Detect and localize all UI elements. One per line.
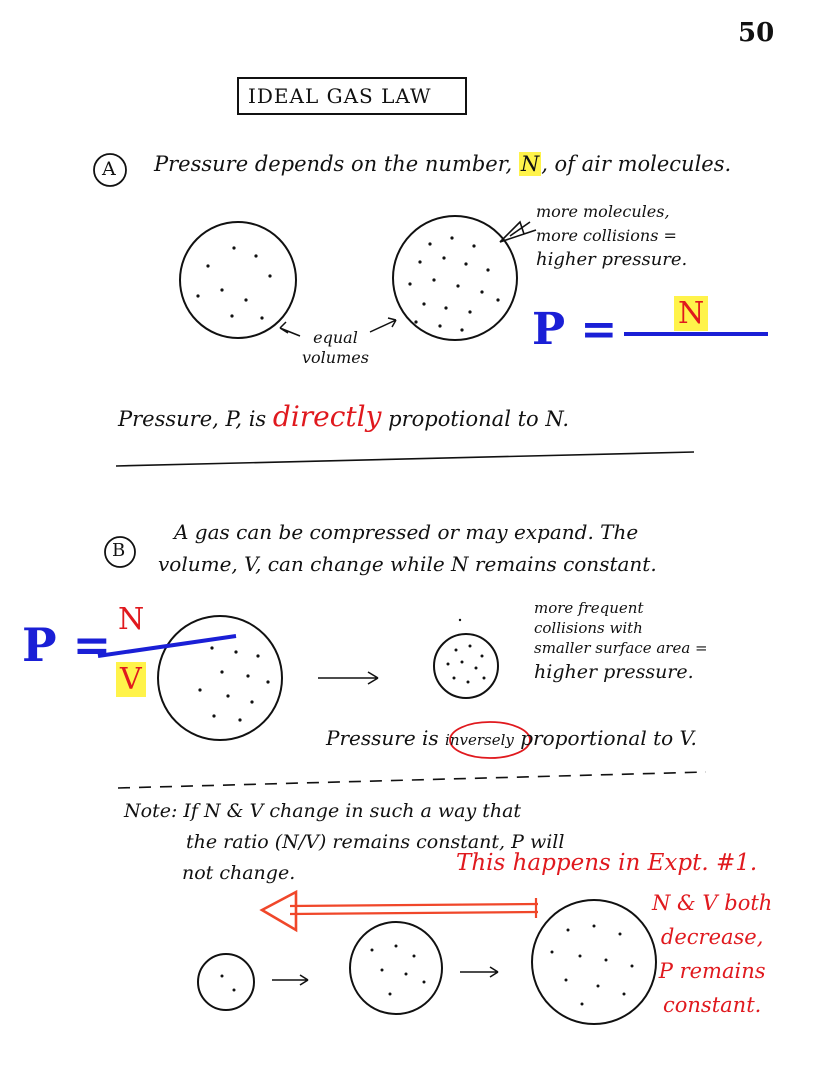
molecules-few [196, 246, 271, 319]
circle-seq-medium [350, 922, 442, 1014]
note-a-line3: higher pressure. [536, 249, 688, 270]
heading-a-post: , of air molecules. [541, 152, 732, 176]
formula-b-lhs: P = [22, 618, 112, 672]
note-b-line2: collisions with [534, 619, 643, 637]
collisions-note [534, 598, 708, 682]
molecules-seq [221, 925, 634, 1006]
note-line1: Note: If N & V change in such a way that [124, 800, 522, 822]
compress-arrow [318, 672, 378, 684]
page-number: 50 [738, 18, 775, 48]
statement-a-pre: Pressure, P, is [118, 407, 267, 431]
statement-b [326, 726, 697, 750]
expt-note: This happens in Expt. #1. [456, 850, 758, 876]
statement-b-pre: Pressure is [326, 726, 439, 750]
formula-a-lhs: P = [532, 304, 618, 355]
expt-line3: decrease, [660, 925, 764, 949]
equal-volumes-label [302, 328, 369, 368]
page-title: IDEAL GAS LAW [248, 84, 432, 108]
section-b-line1: A gas can be compressed or may expand. The [174, 520, 639, 544]
statement-b-emphasis: inversely [445, 731, 514, 749]
marker-a: A [102, 158, 116, 180]
equal-arrow-right [370, 318, 396, 332]
equal-arrow-left [280, 322, 300, 336]
expt-line2: N & V both [652, 891, 773, 915]
section-b-line2: volume, V, can change while N remains constant. [158, 552, 657, 576]
note-line2: the ratio (N/V) remains constant, P will [186, 831, 565, 853]
seq-arrow-2 [460, 967, 498, 977]
equal-line2: volumes [302, 348, 369, 367]
note-b-line4: higher pressure. [534, 661, 694, 683]
marker-b: B [112, 540, 126, 561]
molecules-many [408, 236, 499, 331]
expt-line4: P remains [658, 959, 766, 983]
circle-small-volume [434, 634, 498, 698]
circle-large-volume [158, 616, 282, 740]
variable-n: N [520, 152, 540, 176]
expt-detail [652, 886, 772, 1022]
note-b-line1: more frequent [534, 599, 644, 617]
note-a-line2: more collisions = [536, 226, 677, 245]
section-a-heading [154, 152, 731, 176]
dashed-divider [118, 772, 706, 788]
equal-line1: equal [313, 328, 358, 347]
note-line3: not change. [182, 862, 296, 884]
circle-few-molecules [180, 222, 296, 338]
molecules-large-volume [198, 646, 269, 721]
statement-a-post: propotional to N. [388, 407, 570, 431]
formula-b-denominator: V [116, 662, 146, 697]
expt-line5: constant. [663, 993, 762, 1017]
formula-a-numerator: N [674, 296, 708, 331]
statement-a-emphasis: directly [272, 400, 382, 433]
circle-seq-large [532, 900, 656, 1024]
circle-seq-small [198, 954, 254, 1010]
molecules-small-volume [447, 619, 486, 684]
statement-a [118, 400, 569, 433]
note-b-line3: smaller surface area = [534, 639, 708, 657]
heading-a-pre: Pressure depends on the number, [154, 152, 513, 176]
big-arrow-head [262, 892, 296, 930]
hollow-arrow [500, 222, 536, 242]
molecules-note [536, 200, 687, 272]
fraction-bar-b [98, 636, 236, 656]
statement-b-post: proportional to V. [520, 726, 697, 750]
note-a-line1: more molecules, [536, 202, 670, 221]
formula-b-numerator: N [118, 602, 145, 637]
section-divider [116, 452, 694, 466]
seq-arrow-1 [272, 975, 308, 985]
circle-many-molecules [393, 216, 517, 340]
big-arrow-shaft [290, 904, 538, 914]
